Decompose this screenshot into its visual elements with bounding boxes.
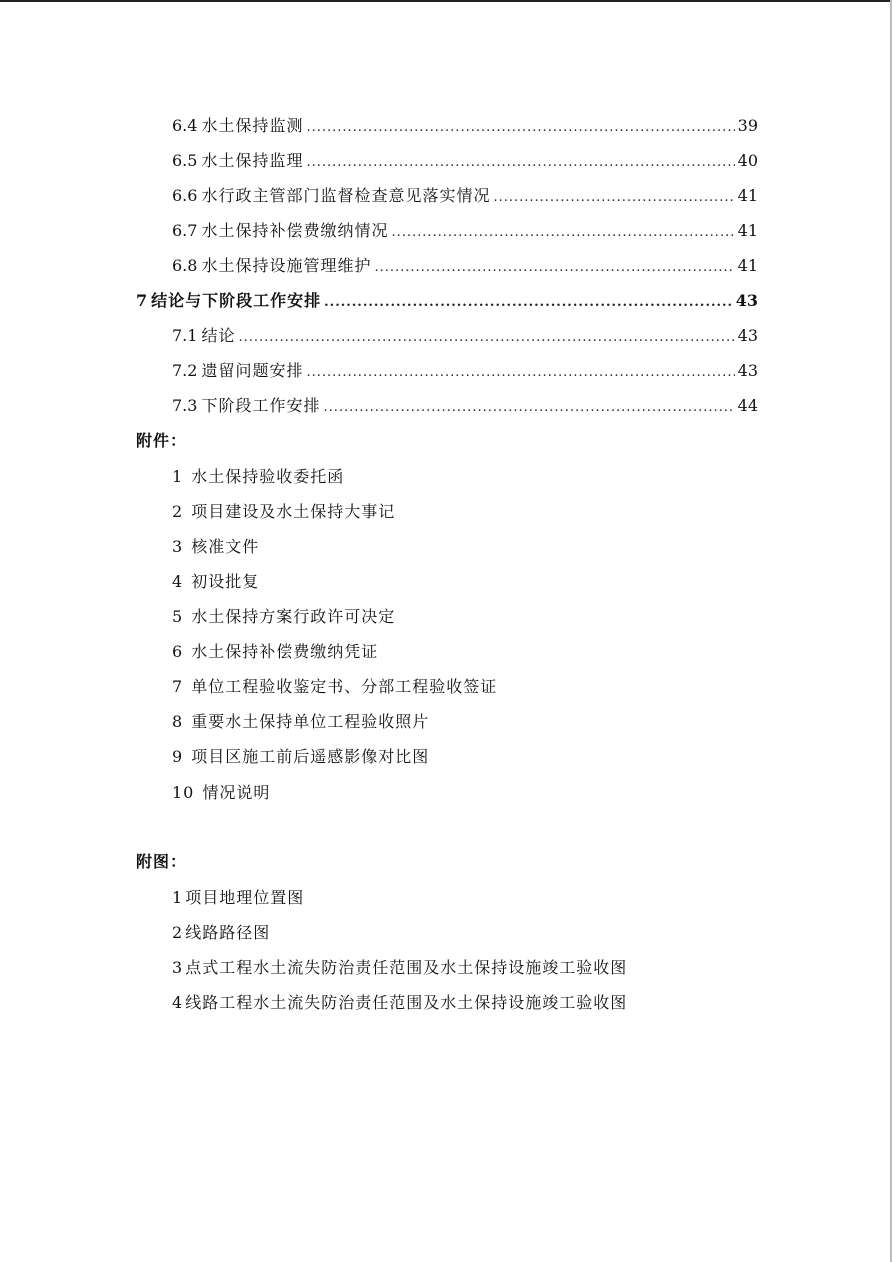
- attachment-item: [172, 502, 395, 522]
- toc-number: 7.2: [172, 361, 198, 380]
- attachment-number: 7: [172, 677, 184, 696]
- attachment-title: 单位工程验收鉴定书、分部工程验收签证: [191, 677, 498, 696]
- attachment-item: [172, 607, 395, 627]
- toc-title: 遗留问题安排: [201, 361, 304, 380]
- figure-number: 1: [172, 888, 184, 907]
- attachment-number: 2: [172, 502, 184, 521]
- toc-title: 水土保持设施管理维护: [201, 256, 372, 275]
- toc-number: 6.4: [172, 116, 198, 135]
- attachments-heading: 附件：: [136, 431, 188, 450]
- toc-entry-7-1[interactable]: [172, 326, 758, 348]
- attachment-number: 9: [172, 747, 184, 766]
- toc-page-number: 44: [737, 396, 758, 415]
- attachment-title: 初设批复: [191, 572, 260, 591]
- figure-item: [172, 993, 627, 1013]
- attachment-title: 项目建设及水土保持大事记: [191, 502, 396, 521]
- toc-entry-7-3[interactable]: [172, 396, 758, 418]
- figures-heading: 附图：: [136, 852, 188, 871]
- toc-page-number: 43: [737, 326, 758, 345]
- attachment-number: 10: [172, 783, 195, 802]
- attachment-item: [172, 572, 259, 592]
- toc-page-number: 43: [735, 291, 758, 310]
- attachment-item: [172, 712, 429, 732]
- toc-leader: [323, 398, 734, 418]
- attachment-title: 水土保持验收委托函: [191, 467, 345, 486]
- toc-entry-6-7[interactable]: [172, 221, 758, 243]
- toc-page-number: 41: [737, 186, 758, 205]
- attachment-item: [172, 467, 344, 487]
- figure-number: 3: [172, 958, 184, 977]
- figure-title: 线路工程水土流失防治责任范围及水土保持设施竣工验收图: [185, 993, 628, 1012]
- attachment-number: 1: [172, 467, 184, 486]
- toc-page-number: 41: [737, 221, 758, 240]
- figure-number: 4: [172, 993, 184, 1012]
- toc-number: 6.6: [172, 186, 198, 205]
- figure-title: 项目地理位置图: [185, 888, 305, 907]
- toc-page-number: 43: [737, 361, 758, 380]
- toc-entry-6-6[interactable]: [172, 186, 758, 208]
- toc-number: 7.3: [172, 396, 198, 415]
- toc-entry-7[interactable]: [136, 291, 758, 313]
- attachment-item: [172, 642, 378, 662]
- figure-item: [172, 888, 304, 908]
- toc-number: 7: [136, 291, 148, 310]
- page-top-border: [0, 0, 892, 2]
- attachment-number: 8: [172, 712, 184, 731]
- attachment-number: 4: [172, 572, 184, 591]
- toc-leader: [306, 153, 734, 173]
- toc-leader: [391, 223, 734, 243]
- figure-number: 2: [172, 923, 184, 942]
- toc-title: 结论: [201, 326, 236, 345]
- attachment-item: [172, 537, 259, 557]
- toc-leader: [238, 328, 734, 348]
- toc-number: 7.1: [172, 326, 198, 345]
- attachment-title: 重要水土保持单位工程验收照片: [191, 712, 430, 731]
- toc-entry-6-5[interactable]: [172, 151, 758, 173]
- toc-number: 6.7: [172, 221, 198, 240]
- attachment-item: [172, 747, 429, 767]
- toc-leader: [493, 188, 734, 208]
- attachment-title: 核准文件: [191, 537, 260, 556]
- figure-item: [172, 923, 270, 943]
- toc-page-number: 40: [737, 151, 758, 170]
- attachment-item: [172, 677, 497, 697]
- attachment-item: [172, 783, 270, 803]
- figure-title: 线路路径图: [185, 923, 271, 942]
- toc-title: 水土保持补偿费缴纳情况: [201, 221, 389, 240]
- toc-leader: [324, 293, 733, 313]
- attachment-number: 5: [172, 607, 184, 626]
- toc-page-number: 41: [737, 256, 758, 275]
- toc-title: 下阶段工作安排: [201, 396, 321, 415]
- attachment-title: 情况说明: [202, 783, 271, 802]
- attachment-title: 项目区施工前后遥感影像对比图: [191, 747, 430, 766]
- attachment-title: 水土保持补偿费缴纳凭证: [191, 642, 379, 661]
- toc-title: 水土保持监理: [201, 151, 304, 170]
- toc-entry-7-2[interactable]: [172, 361, 758, 383]
- toc-leader: [306, 363, 734, 383]
- figure-title: 点式工程水土流失防治责任范围及水土保持设施竣工验收图: [185, 958, 628, 977]
- attachment-title: 水土保持方案行政许可决定: [191, 607, 396, 626]
- toc-leader: [306, 118, 734, 138]
- toc-entry-6-8[interactable]: [172, 256, 758, 278]
- attachment-number: 3: [172, 537, 184, 556]
- toc-title: 结论与下阶段工作安排: [151, 291, 322, 310]
- figure-item: [172, 958, 627, 978]
- toc-page-number: 39: [737, 116, 758, 135]
- attachment-number: 6: [172, 642, 184, 661]
- toc-number: 6.8: [172, 256, 198, 275]
- toc-title: 水行政主管部门监督检查意见落实情况: [201, 186, 491, 205]
- toc-entry-6-4[interactable]: [172, 116, 758, 138]
- toc-number: 6.5: [172, 151, 198, 170]
- toc-leader: [374, 258, 734, 278]
- toc-title: 水土保持监测: [201, 116, 304, 135]
